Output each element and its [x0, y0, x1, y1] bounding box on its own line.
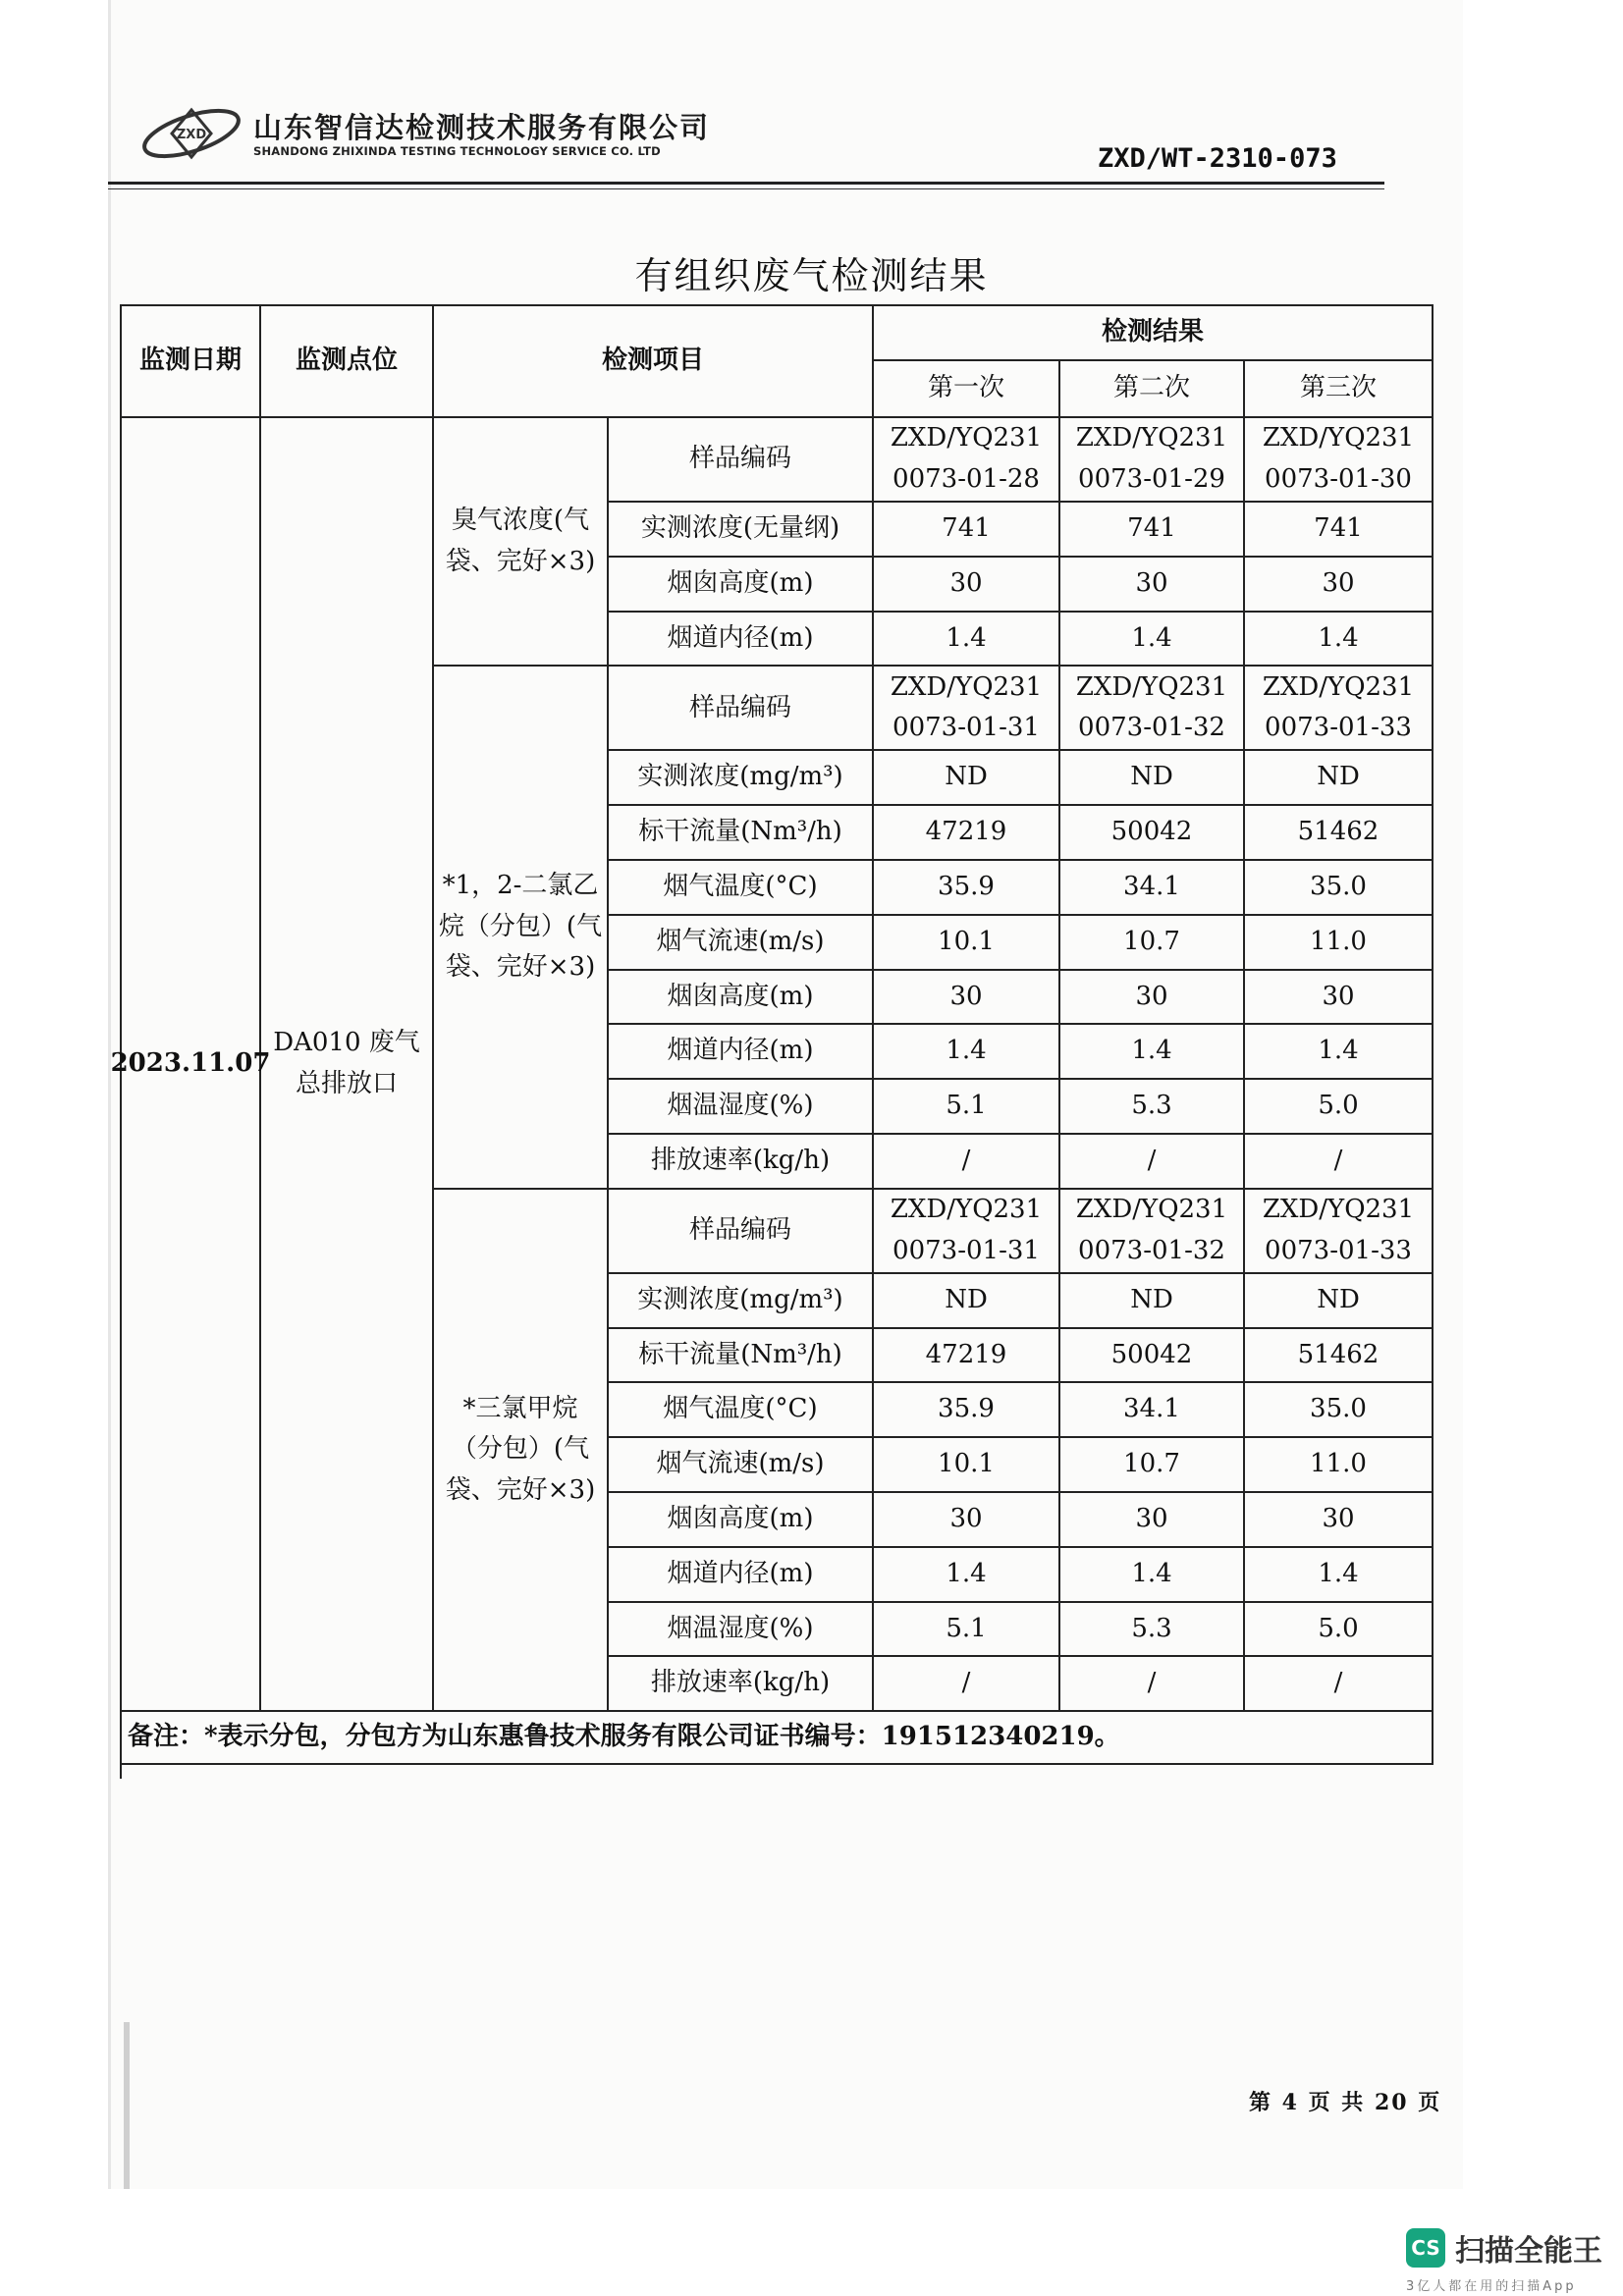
result-value: 741 — [1245, 503, 1434, 558]
result-value: 5.0 — [1245, 1603, 1434, 1658]
sample-code-line: ZXD/YQ231 — [1075, 423, 1228, 454]
binding-margin — [124, 2022, 130, 2189]
result-value: 34.1 — [1060, 1383, 1245, 1438]
test-item: 臭气浓度(气袋、完好×3) — [434, 418, 609, 667]
parameter-label: 标干流量(Nm³/h) — [609, 1329, 874, 1384]
parameter-label: 标干流量(Nm³/h) — [609, 806, 874, 861]
logo-emblem-icon — [137, 98, 245, 167]
result-value: 30 — [1060, 1493, 1245, 1548]
page-number: 第 4 页 共 20 页 — [1249, 2090, 1442, 2115]
result-value: 51462 — [1245, 1329, 1434, 1384]
result-value: 5.3 — [1060, 1080, 1245, 1135]
logo-text: ZXD — [176, 128, 207, 142]
company-name-en: SHANDONG ZHIXINDA TESTING TECHNOLOGY SERVICE CO. LTD — [253, 144, 661, 158]
result-value: 5.0 — [1245, 1080, 1434, 1135]
parameter-label: 烟温湿度(%) — [609, 1603, 874, 1658]
parameter-label: 烟温湿度(%) — [609, 1080, 874, 1135]
sample-code-line: ZXD/YQ231 — [1075, 671, 1228, 702]
sample-code-line: 0073-01-29 — [1078, 464, 1225, 494]
parameter-label: 样品编码 — [609, 667, 874, 751]
monitoring-date: 2023.11.07 — [122, 418, 261, 1712]
result-value: 10.1 — [874, 916, 1060, 971]
result-value: 11.0 — [1245, 916, 1434, 971]
result-value: ND — [1060, 751, 1245, 806]
parameter-label: 烟气流速(m/s) — [609, 916, 874, 971]
result-value: 741 — [1060, 503, 1245, 558]
parameter-label: 排放速率(kg/h) — [609, 1135, 874, 1190]
parameter-label: 样品编码 — [609, 1190, 874, 1274]
result-value: 11.0 — [1245, 1438, 1434, 1493]
sheet-edge — [108, 0, 111, 2189]
sample-code-cell — [1060, 1190, 1245, 1274]
result-value: 30 — [1245, 971, 1434, 1026]
result-value: 1.4 — [1245, 613, 1434, 667]
result-value: ND — [874, 751, 1060, 806]
parameter-label: 排放速率(kg/h) — [609, 1657, 874, 1712]
sample-code-line: ZXD/YQ231 — [1262, 671, 1415, 702]
sample-code-line: 0073-01-32 — [1078, 1235, 1225, 1265]
result-value: 1.4 — [1060, 1025, 1245, 1080]
parameter-label: 烟道内径(m) — [609, 1025, 874, 1080]
sample-code-cell — [874, 418, 1060, 503]
sample-code-line: ZXD/YQ231 — [1262, 423, 1415, 454]
result-value: 35.9 — [874, 861, 1060, 916]
result-value: / — [1060, 1135, 1245, 1190]
header-date: 监测日期 — [122, 306, 261, 418]
result-value: 47219 — [874, 806, 1060, 861]
result-value: 30 — [874, 558, 1060, 613]
results-table — [110, 304, 1434, 1779]
result-value: ND — [874, 1274, 1060, 1329]
header-rule-thick — [108, 182, 1384, 185]
header-item: 检测项目 — [434, 306, 874, 418]
result-value: / — [874, 1135, 1060, 1190]
result-value: 1.4 — [874, 1025, 1060, 1080]
result-value: 47219 — [874, 1329, 1060, 1384]
result-value: / — [1245, 1657, 1434, 1712]
camscanner-logo-icon: CS — [1406, 2228, 1445, 2268]
parameter-label: 烟气温度(°C) — [609, 861, 874, 916]
result-value: ND — [1245, 751, 1434, 806]
result-value: / — [874, 1657, 1060, 1712]
result-value: 1.4 — [1245, 1548, 1434, 1603]
company-logo — [137, 98, 245, 167]
watermark-tagline: 3亿人都在用的扫描App — [1406, 2279, 1577, 2294]
header-run-3: 第三次 — [1245, 361, 1434, 418]
parameter-label: 烟气流速(m/s) — [609, 1438, 874, 1493]
sample-code-line: ZXD/YQ231 — [890, 671, 1043, 702]
header-run-2: 第二次 — [1060, 361, 1245, 418]
result-value: / — [1245, 1135, 1434, 1190]
result-value: 1.4 — [1060, 1548, 1245, 1603]
sample-code-line: 0073-01-32 — [1078, 713, 1225, 743]
sample-code-cell — [874, 667, 1060, 751]
test-item: *三氯甲烷（分包）(气袋、完好×3) — [434, 1190, 609, 1712]
result-value: 35.0 — [1245, 861, 1434, 916]
sample-code-line: 0073-01-28 — [893, 464, 1040, 494]
result-value: 30 — [1245, 1493, 1434, 1548]
parameter-label: 实测浓度(mg/m³) — [609, 751, 874, 806]
sample-code-cell — [1060, 418, 1245, 503]
result-value: 30 — [1060, 971, 1245, 1026]
watermark-name: 扫描全能王 — [1455, 2234, 1602, 2269]
parameter-label: 烟道内径(m) — [609, 613, 874, 667]
sample-code-cell — [1245, 667, 1434, 751]
header-run-1: 第一次 — [874, 361, 1060, 418]
result-value: 34.1 — [1060, 861, 1245, 916]
sample-code-line: 0073-01-33 — [1265, 1235, 1412, 1265]
sample-code-cell — [1060, 667, 1245, 751]
result-value: 30 — [1245, 558, 1434, 613]
document-number: ZXD/WT-2310-073 — [1098, 143, 1337, 174]
sample-code-line: ZXD/YQ231 — [1262, 1195, 1415, 1225]
header-results: 检测结果 — [874, 306, 1434, 361]
result-value: 741 — [874, 503, 1060, 558]
parameter-label: 烟气温度(°C) — [609, 1383, 874, 1438]
result-value: 10.7 — [1060, 916, 1245, 971]
result-value: 1.4 — [874, 613, 1060, 667]
sample-code-line: 0073-01-33 — [1265, 713, 1412, 743]
result-value: ND — [1245, 1274, 1434, 1329]
parameter-label: 烟囱高度(m) — [609, 558, 874, 613]
sample-code-line: 0073-01-31 — [893, 713, 1040, 743]
result-value: 51462 — [1245, 806, 1434, 861]
result-value: 10.7 — [1060, 1438, 1245, 1493]
remark-note: 备注：*表示分包，分包方为山东惠鲁技术服务有限公司证书编号：191512340219。 — [122, 1712, 1434, 1765]
result-value: 1.4 — [1245, 1025, 1434, 1080]
sample-code-line: ZXD/YQ231 — [1075, 1195, 1228, 1225]
sample-code-line: 0073-01-30 — [1265, 464, 1412, 494]
company-name-cn: 山东智信达检测技术服务有限公司 — [253, 111, 711, 144]
result-value: 35.0 — [1245, 1383, 1434, 1438]
parameter-label: 实测浓度(mg/m³) — [609, 1274, 874, 1329]
parameter-label: 烟囱高度(m) — [609, 1493, 874, 1548]
result-value: 1.4 — [1060, 613, 1245, 667]
parameter-label: 样品编码 — [609, 418, 874, 503]
page-title: 有组织废气检测结果 — [634, 254, 989, 297]
sample-code-cell — [1245, 1190, 1434, 1274]
result-value: 30 — [874, 1493, 1060, 1548]
sample-code-line: 0073-01-31 — [893, 1235, 1040, 1265]
result-value: / — [1060, 1657, 1245, 1712]
result-value: 5.3 — [1060, 1603, 1245, 1658]
header-rule-thin — [108, 188, 1384, 189]
result-value: 1.4 — [874, 1548, 1060, 1603]
result-value: 30 — [874, 971, 1060, 1026]
sample-code-line: ZXD/YQ231 — [890, 1195, 1043, 1225]
sample-code-line: ZXD/YQ231 — [890, 423, 1043, 454]
result-value: ND — [1060, 1274, 1245, 1329]
result-value: 5.1 — [874, 1603, 1060, 1658]
sample-code-cell — [1245, 418, 1434, 503]
result-value: 5.1 — [874, 1080, 1060, 1135]
monitoring-point: DA010 废气总排放口 — [261, 418, 434, 1712]
parameter-label: 烟道内径(m) — [609, 1548, 874, 1603]
parameter-label: 烟囱高度(m) — [609, 971, 874, 1026]
sample-code-cell — [874, 1190, 1060, 1274]
result-value: 50042 — [1060, 806, 1245, 861]
result-value: 30 — [1060, 558, 1245, 613]
result-value: 10.1 — [874, 1438, 1060, 1493]
result-value: 50042 — [1060, 1329, 1245, 1384]
test-item: *1，2-二氯乙烷（分包）(气袋、完好×3) — [434, 667, 609, 1189]
result-value: 35.9 — [874, 1383, 1060, 1438]
parameter-label: 实测浓度(无量纲) — [609, 503, 874, 558]
header-point: 监测点位 — [261, 306, 434, 418]
